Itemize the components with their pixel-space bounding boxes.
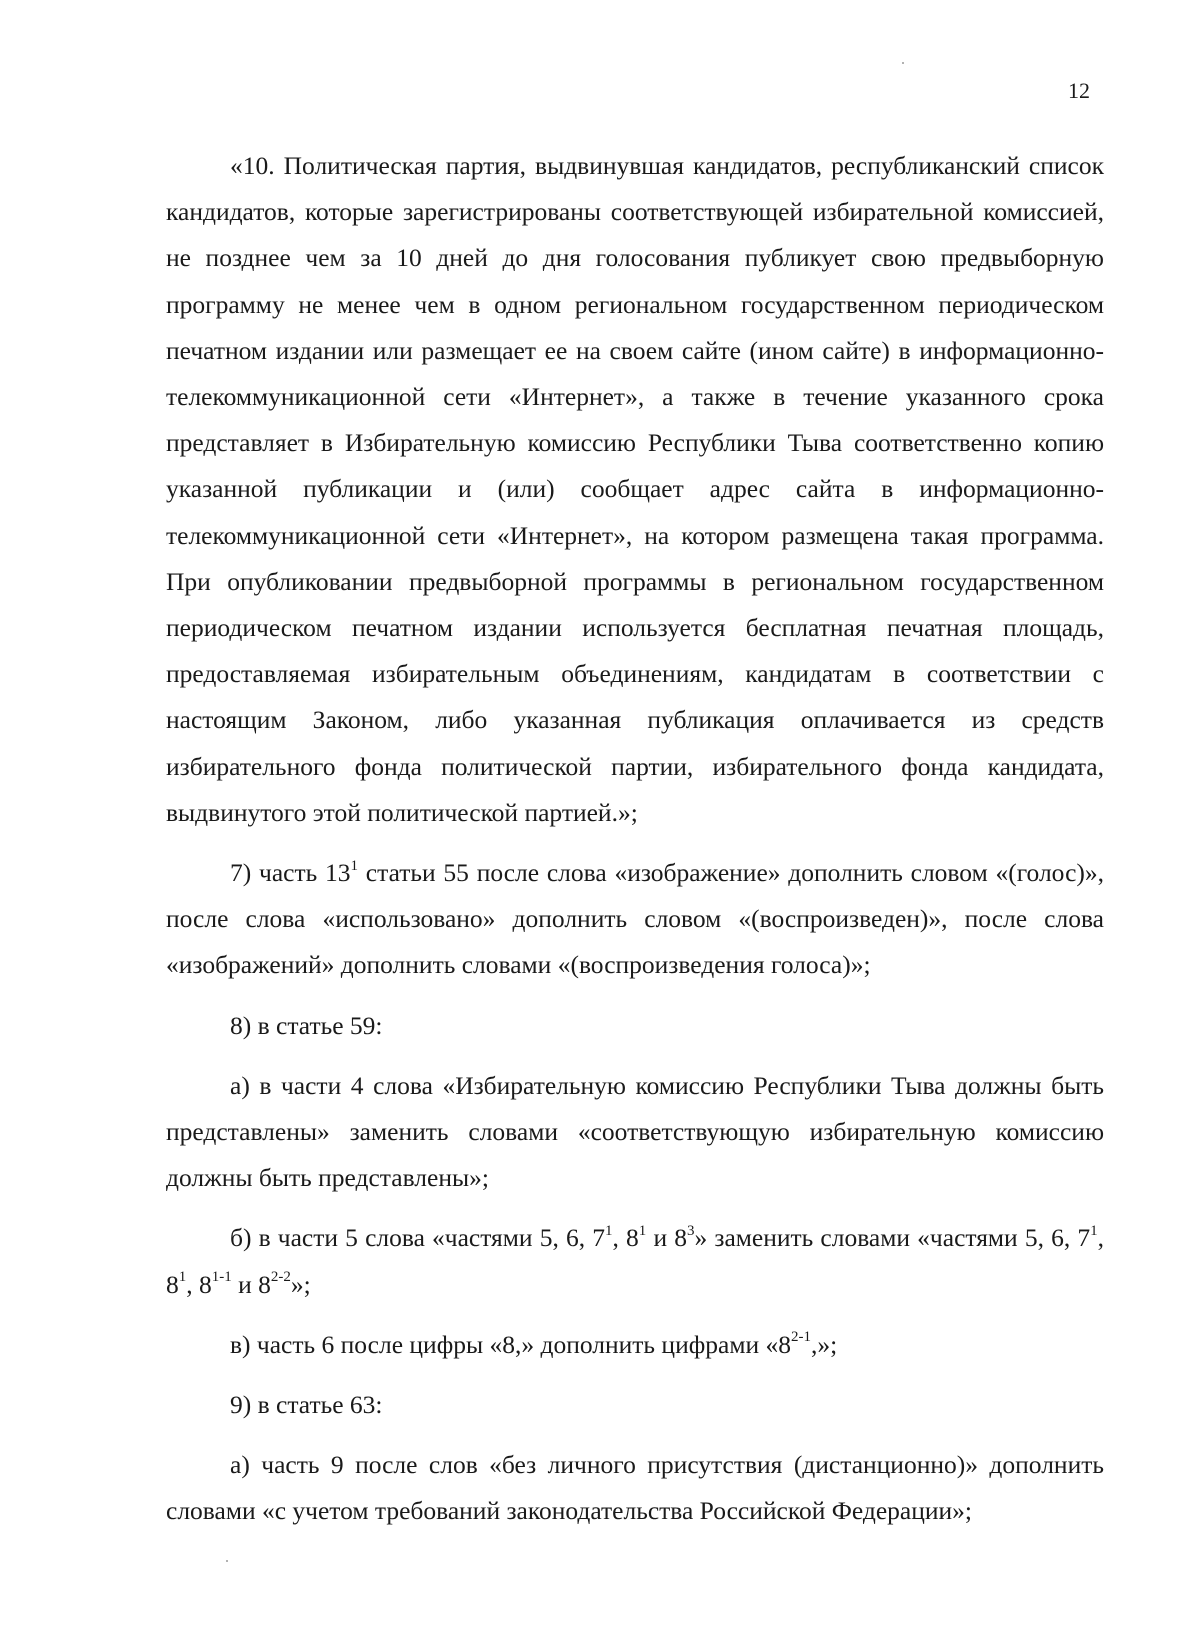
superscript: 2-1 [790,1329,811,1346]
text-run: статьи 55 после слова «изображение» дополнить словом «(голос)», после слова «использовано» дополнить словом «(воспроизведен)», после слова «изображений» дополнить словами «(воспроизведения голоса)»; [166,858,1104,980]
text-run: » заменить словами «частями 5, 6, 7 [694,1223,1091,1253]
superscript: 2-2 [270,1269,291,1286]
superscript: 1 [1090,1222,1098,1239]
superscript: 1 [350,857,359,874]
paragraph-10: «10. Политическая партия, выдвинувшая кандидатов, республиканский список кандидатов, которые зарегистрированы соответствующей избирательной комиссией, не позднее чем за 10 дней до дня голосования публикует свою предвыборную программу не менее чем в одном региональном государственном периодическом печатном издании или размещает ее на своем сайте (ином сайте) в информационно-телекоммуникационной сети «Интернет», а также в течение указанного срока представляет в Избирательную комиссию Республики Тыва соответственно копию указанной публикации и (или) сообщает адрес сайта в информационно-телекоммуникационной сети «Интернет», на котором размещена такая программа. При опубликовании предвыборной программы в региональном государственном периодическом печатном издании используется бесплатная печатная площадь, предоставляемая избирательным объединениям, кандидатам в соответствии с настоящим Законом, либо указанная публикация оплачивается из средств избирательного фонда политической партии, избирательного фонда кандидата, выдвинутого этой политической партией.»; [166,151,1104,827]
text-run: , 8 [166,1223,1105,1299]
paragraph-item-8c [166,1322,1104,1368]
page-number: 12 [1068,78,1090,103]
paragraph-item-7 [166,850,1104,989]
superscript: 1 [178,1269,187,1286]
text-run: , 8 [186,1269,212,1299]
scan-speck [226,1560,228,1562]
document-body [166,143,1104,1535]
paragraph-item-8: 8) в статье 59: [230,1010,383,1040]
text-run: , 8 [612,1223,639,1253]
superscript: 3 [686,1222,695,1239]
superscript: 1 [605,1222,613,1239]
text-run: в) часть 6 после цифры «8,» дополнить цифрами «8 [230,1329,791,1359]
paragraph-item-9a: а) часть 9 после слов «без личного присутствия (дистанционно)» дополнить словами «с учетом требований законодательства Российской Федерации»; [166,1450,1104,1526]
superscript: 1-1 [211,1269,232,1286]
superscript: 1 [638,1222,647,1239]
paragraph-item-8b [166,1215,1104,1307]
text-run: 7) часть 13 [230,858,351,888]
text-run: ,»; [810,1329,838,1359]
text-run: и 8 [646,1223,687,1253]
paragraph-item-8a: а) в части 4 слова «Избирательную комиссию Республики Тыва должны быть представлены» заменить словами «соответствующую избирательную комиссию должны быть представлены»; [166,1070,1104,1193]
text-run: и 8 [231,1269,271,1299]
text-run: »; [290,1269,311,1299]
text-run: б) в части 5 слова «частями 5, 6, 7 [230,1223,606,1253]
scan-speck [902,62,904,64]
paragraph-item-9: 9) в статье 63: [230,1390,383,1420]
